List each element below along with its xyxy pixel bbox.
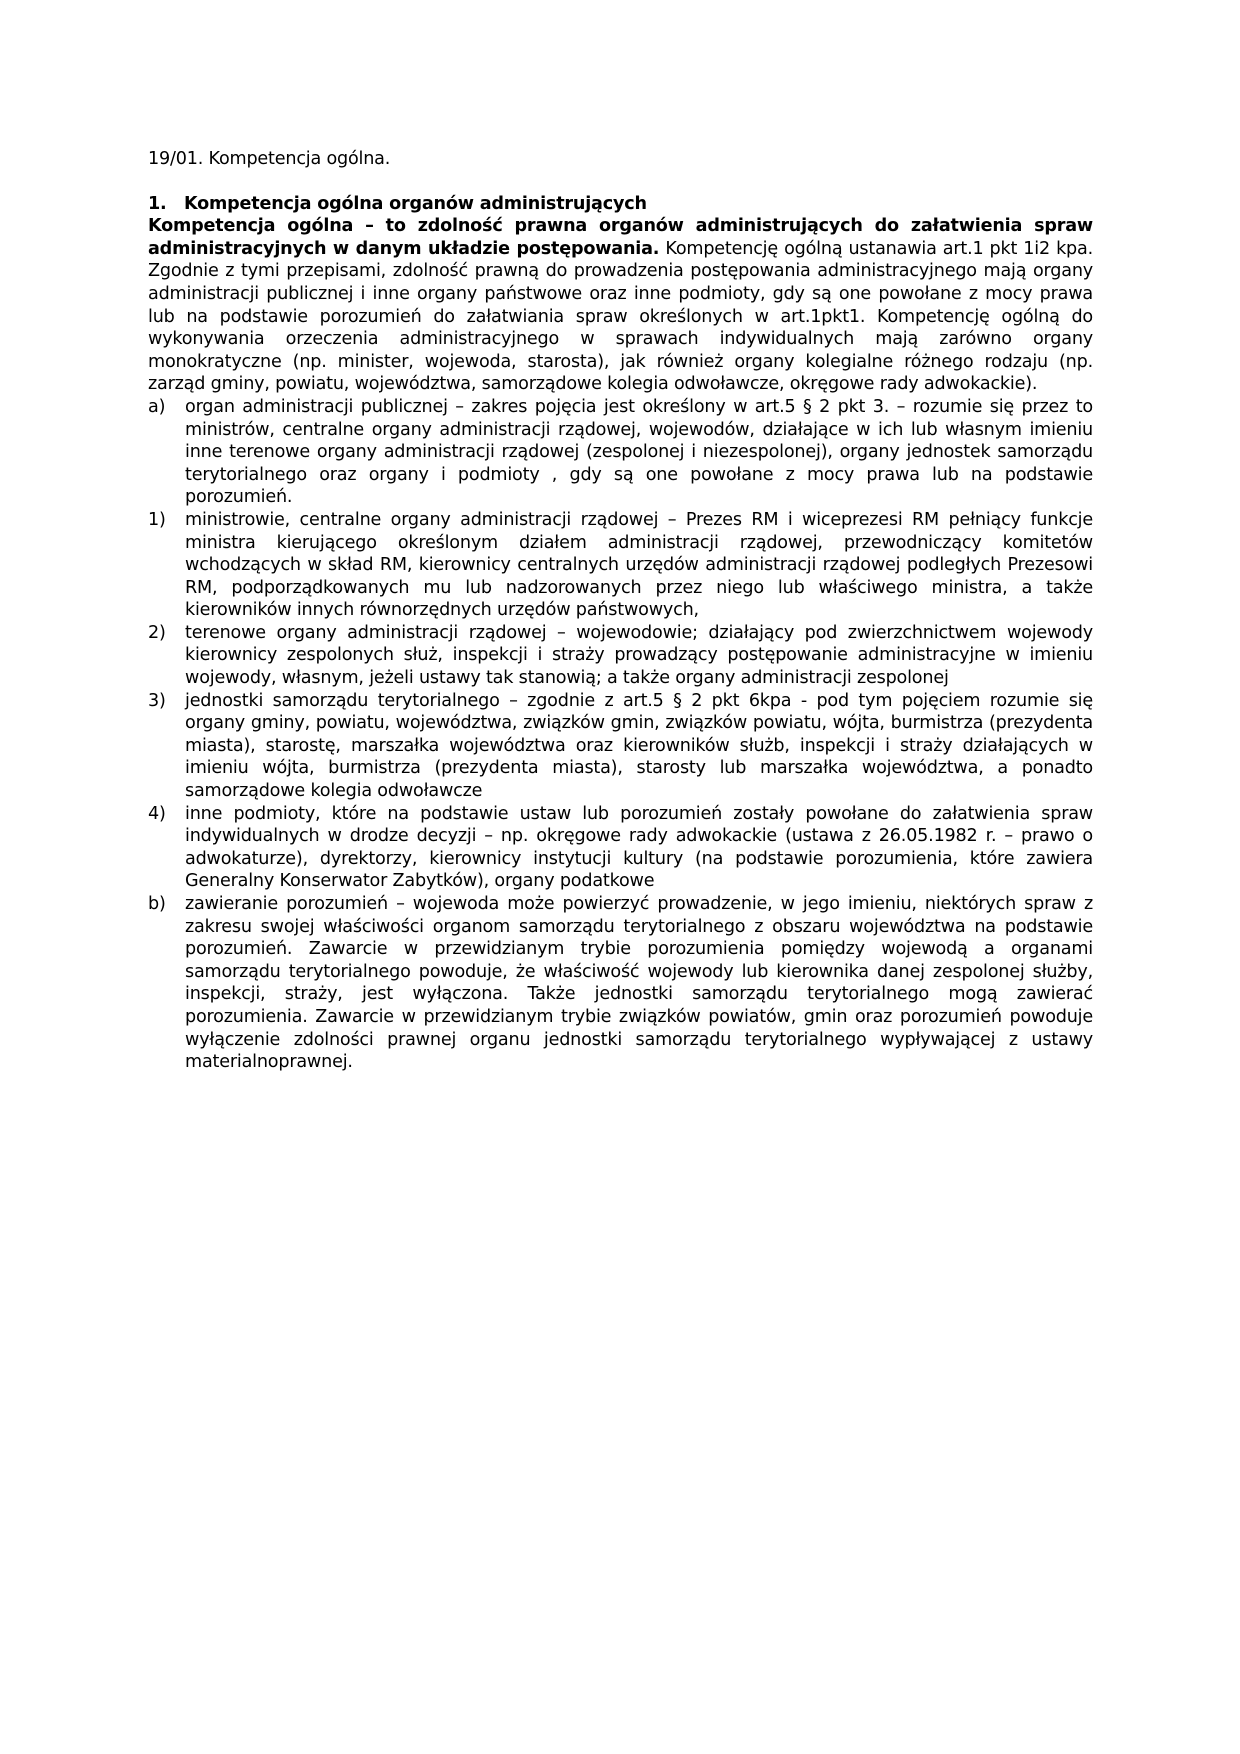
list-marker: 3) [148, 690, 166, 711]
list-item-text: ministrowie, centralne organy administracji rządowej – Prezes RM i wiceprezesi RM pełniący funkcje ministra kierującego określonym działem administracji rządowej, przewodniczący komitetów wchodzących w skład RM, kierownicy centralnych urzędów administracji rządowej podległych Prezesowi RM, podporządkowanych mu lub nadzorowanych przez niego lub właściwego ministra, a także kierowników innych równorzędnych urzędów państwowych, [185, 509, 1093, 621]
list-item-text: zawieranie porozumień – wojewoda może powierzyć prowadzenie, w jego imieniu, niektórych spraw z zakresu swojej właściwości organom samorządu terytorialnego z obszaru województwa na podstawie porozumień. Zawarcie w przewidzianym trybie porozumienia pomiędzy wojewodą a organami samorządu terytorialnego powoduje, że właściwość wojewody lub kierownika danej zespolonej służby, inspekcji, straży, jest wyłączona. Także jednostki samorządu terytorialnego mogą zawierać porozumienia. Zawarcie w przewidzianym trybie związków powiatów, gmin oraz porozumień powoduje wyłączenie zdolności prawnej organu jednostki samorządu terytorialnego wypływającej z ustawy materialnoprawnej. [185, 894, 1093, 1073]
list-marker: b) [148, 894, 166, 914]
list-marker: 4) [148, 803, 166, 824]
list-item-text: terenowe organy administracji rządowej – wojewodowie; działający pod zwierzchnictwem wojewody kierownicy zespolonych służ, inspekcji i straży prowadzący postępowanie administracyjne w imieniu wojewody, własnym, jeżeli ustawy tak stanowią; a także organy administracji zespolonej [185, 622, 1093, 689]
list-marker: a) [148, 396, 166, 417]
section-heading-text: Kompetencja ogólna organów administrujących [184, 193, 647, 214]
list-item-a [148, 396, 1093, 509]
intro-body: Kompetencję ogólną ustanawia art.1 pkt 1i2 kpa. Zgodnie z tymi przepisami, zdolność prawną do prowadzenia postępowania administracyjnego mają organy administracji publicznej i inne organy państwowe oraz inne podmioty, gdy są one powołane z mocy prawa lub na podstawie porozumień do załatwiania spraw określonych w art.1pkt1. Kompetencję ogólną do wykonywania orzeczenia administracyjnego w sprawach indywidualnych mają zarówno organy monokratyczne (np. minister, wojewoda, starosta), jak również organy kolegialne różnego rodzaju (np. zarząd gminy, powiatu, województwa, samorządowe kolegia odwoławcze, okręgowe rady adwokackie). [148, 238, 1093, 395]
list-marker: 2) [148, 622, 166, 643]
list-item-b [148, 893, 1093, 1074]
section-heading [148, 193, 1093, 216]
document-body [148, 148, 1093, 1074]
section-number: 1. [148, 193, 167, 214]
list-item-4 [148, 803, 1093, 893]
list-marker: 1) [148, 509, 166, 530]
list-item-3 [148, 690, 1093, 803]
list-item-1 [148, 509, 1093, 622]
list-item-text: organ administracji publicznej – zakres pojęcia jest określony w art.5 § 2 pkt 3. – rozumie się przez to ministrów, centralne organy administracji rządowej, wojewodów, działające w ich lub własnym imieniu inne terenowe organy administracji rządowej (zespolonej i niezespolonej), organy jednostek samorządu terytorialnego oraz organy i podmioty , gdy są one powołane z mocy prawa lub na podstawie porozumień. [185, 396, 1093, 508]
intro-paragraph [148, 215, 1093, 396]
list-item-2 [148, 622, 1093, 690]
list-item-text: inne podmioty, które na podstawie ustaw lub porozumień zostały powołane do załatwienia spraw indywidualnych w drodze decyzji – np. okręgowe rady adwokackie (ustawa z 26.05.1982 r. – prawo o adwokaturze), dyrektorzy, kierownicy instytucji kultury (na podstawie porozumienia, które zawiera Generalny Konserwator Zabytków), organy podatkowe [185, 803, 1093, 892]
list-item-text: jednostki samorządu terytorialnego – zgodnie z art.5 § 2 pkt 6kpa - pod tym pojęciem rozumie się organy gminy, powiatu, województwa, związków gmin, związków powiatu, wójta, burmistrza (prezydenta miasta), starostę, marszałka województwa oraz kierowników służb, inspekcji i straży działających w imieniu wójta, burmistrza (prezydenta miasta), starosty lub marszałka województwa, a ponadto samorządowe kolegia odwoławcze [185, 690, 1093, 802]
document-title: 19/01. Kompetencja ogólna. [148, 149, 391, 169]
definition-lead: Kompetencja ogólna – to zdolność prawna organów administrujących do załatwienia spraw administracyjnych w danym układzie postępowania. [148, 216, 1093, 259]
